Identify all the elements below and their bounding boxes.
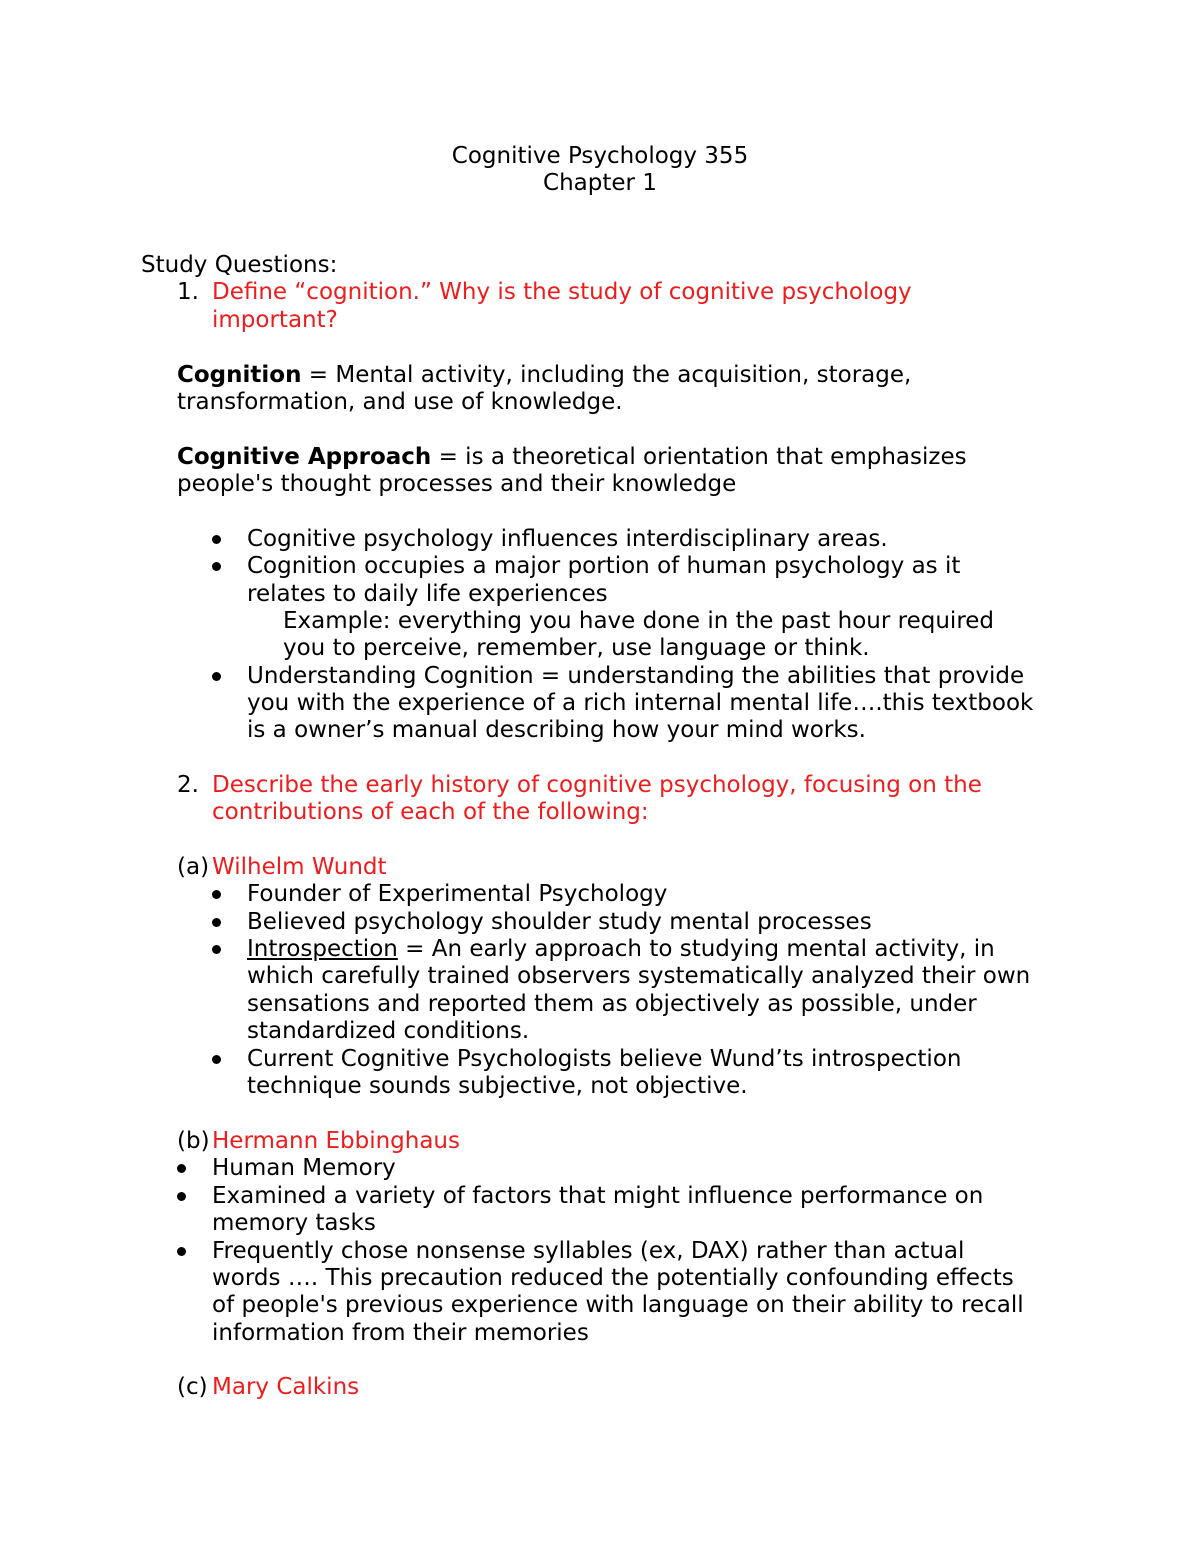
cognition-term: Cognition (177, 362, 302, 388)
list-item: standardized conditions. (247, 1018, 530, 1044)
question-2-text: contributions of each of the following: (212, 799, 649, 825)
bullet-icon (177, 1192, 186, 1201)
list-item: technique sounds subjective, not objective. (247, 1073, 748, 1099)
list-item (247, 935, 995, 963)
list-item: Current Cognitive Psychologists believe Wund’ts introspection (247, 1046, 962, 1072)
question-1-text: important? (212, 307, 338, 333)
list-item: Understanding Cognition = understanding the abilities that provide (247, 663, 1025, 689)
bullet-icon (177, 1164, 186, 1173)
list-item: Human Memory (212, 1155, 396, 1181)
list-item: Examined a variety of factors that might influence performance on (212, 1183, 984, 1209)
list-item: of people's previous experience with language on their ability to recall (212, 1292, 1024, 1318)
question-2-number: 2. (177, 772, 199, 798)
introspection-definition: = An early approach to studying mental activity, in (397, 936, 995, 962)
bullet-icon (212, 1055, 221, 1064)
bullet-icon (212, 918, 221, 927)
list-item: sensations and reported them as objectively as possible, under (247, 991, 977, 1017)
document-title: Cognitive Psychology 355 (451, 143, 749, 169)
list-item: Frequently chose nonsense syllables (ex, DAX) rather than actual (212, 1238, 965, 1264)
list-item: information from their memories (212, 1320, 589, 1346)
subsection-a-label: (a) (177, 854, 210, 880)
question-1-text: Define “cognition.” Why is the study of cognitive psychology (212, 279, 912, 305)
subsection-b-name: Hermann Ebbinghaus (212, 1128, 460, 1154)
list-item: Believed psychology shoulder study mental processes (247, 909, 872, 935)
bullet-icon (212, 945, 221, 954)
subsection-c-label: (c) (177, 1374, 208, 1400)
list-item: which carefully trained observers systematically analyzed their own (247, 963, 1031, 989)
question-1-number: 1. (177, 279, 199, 305)
list-item: words …. This precaution reduced the potentially confounding effects (212, 1265, 1014, 1291)
cognition-definition (177, 361, 911, 389)
bullet-icon (212, 672, 221, 681)
list-item: Cognition occupies a major portion of human psychology as it (247, 553, 961, 579)
example-text: Example: everything you have done in the past hour required (283, 608, 995, 634)
chapter-heading: Chapter 1 (543, 170, 657, 196)
list-item: Cognitive psychology influences interdisciplinary areas. (247, 526, 888, 552)
cognition-definition-text: = Mental activity, including the acquisition, storage, (301, 362, 912, 388)
list-item: Founder of Experimental Psychology (247, 881, 668, 907)
list-item: relates to daily life experiences (247, 581, 608, 607)
study-questions-label: Study Questions: (141, 252, 338, 278)
introspection-term: Introspection (247, 936, 398, 962)
bullet-icon (212, 890, 221, 899)
subsection-c-name: Mary Calkins (212, 1374, 360, 1400)
bullet-icon (212, 562, 221, 571)
question-2-text: Describe the early history of cognitive psychology, focusing on the (212, 772, 982, 798)
cognition-definition-text: transformation, and use of knowledge. (177, 389, 623, 415)
subsection-a-name: Wilhelm Wundt (212, 854, 387, 880)
bullet-icon (212, 535, 221, 544)
cognitive-approach-definition (177, 443, 967, 471)
list-item: is a owner’s manual describing how your mind works. (247, 717, 866, 743)
list-item: you with the experience of a rich internal mental life….this textbook (247, 690, 1034, 716)
cognitive-approach-text: people's thought processes and their knowledge (177, 471, 737, 497)
cognitive-approach-term: Cognitive Approach (177, 444, 432, 470)
example-text: you to perceive, remember, use language or think. (283, 635, 870, 661)
cognitive-approach-text: = is a theoretical orientation that emphasizes (431, 444, 967, 470)
bullet-icon (177, 1247, 186, 1256)
subsection-b-label: (b) (177, 1128, 210, 1154)
list-item: memory tasks (212, 1210, 376, 1236)
